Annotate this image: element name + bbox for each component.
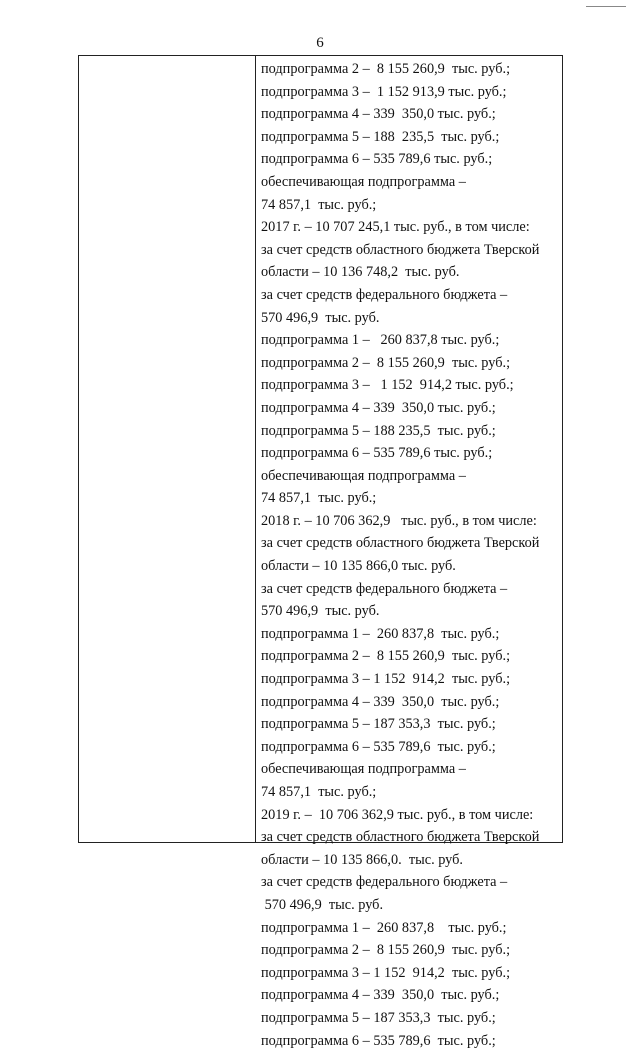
funding-line: подпрограмма 5 – 187 353,3 тыс. руб.; [261,1009,496,1026]
funding-line: подпрограмма 3 – 1 152 914,2 тыс. руб.; [261,377,514,394]
funding-line: подпрограмма 1 – 260 837,8 тыс. руб.; [261,625,500,642]
funding-line: за счет средств федерального бюджета – [261,286,508,303]
funding-line: области – 10 136 748,2 тыс. руб. [261,264,460,281]
corner-scan-mark [586,6,626,8]
funding-line: подпрограмма 3 – 1 152 914,2 тыс. руб.; [261,964,511,981]
funding-line: за счет средств областного бюджета Тверской [261,241,540,258]
funding-line: обеспечивающая подпрограмма – [261,761,466,778]
funding-line: подпрограмма 3 – 1 152 914,2 тыс. руб.; [261,671,511,688]
funding-line: области – 10 135 866,0 тыс. руб. [261,558,456,575]
funding-line: области – 10 135 866,0. тыс. руб. [261,851,463,868]
funding-line: подпрограмма 2 – 8 155 260,9 тыс. руб.; [261,942,511,959]
funding-line: обеспечивающая подпрограмма – [261,173,466,190]
funding-line: 570 496,9 тыс. руб. [261,309,380,326]
funding-table [78,55,563,1049]
funding-line: 74 857,1 тыс. руб.; [261,196,377,213]
funding-line: 2017 г. – 10 707 245,1 тыс. руб., в том числе: [261,219,530,236]
funding-line: подпрограмма 5 – 187 353,3 тыс. руб.; [261,716,496,733]
funding-line: 570 496,9 тыс. руб. [261,896,384,913]
funding-line: 74 857,1 тыс. руб.; [261,490,377,507]
column-divider [255,56,256,842]
funding-line: за счет средств областного бюджета Тверской [261,829,540,846]
funding-line: подпрограмма 6 – 535 789,6 тыс. руб.; [261,151,493,168]
funding-line: подпрограмма 4 – 339 350,0 тыс. руб.; [261,987,500,1004]
funding-line: подпрограмма 6 – 535 789,6 тыс. руб.; [261,445,493,462]
funding-line: подпрограмма 6 – 535 789,6 тыс. руб.; [261,738,496,755]
page-number: 6 [316,35,324,51]
funding-line: подпрограмма 5 – 188 235,5 тыс. руб.; [261,128,500,145]
funding-line: подпрограмма 3 – 1 152 913,9 тыс. руб.; [261,83,507,100]
funding-line: 2019 г. – 10 706 362,9 тыс. руб., в том числе: [261,806,534,823]
funding-line: подпрограмма 2 – 8 155 260,9 тыс. руб.; [261,354,511,371]
funding-line: подпрограмма 2 – 8 155 260,9 тыс. руб.; [261,648,511,665]
funding-line: 2018 г. – 10 706 362,9 тыс. руб., в том числе: [261,512,537,529]
funding-line: за счет средств федерального бюджета – [261,874,508,891]
funding-line: подпрограмма 4 – 339 350,0 тыс. руб.; [261,106,496,123]
funding-line: за счет средств областного бюджета Тверской [261,535,540,552]
funding-line: подпрограмма 2 – 8 155 260,9 тыс. руб.; [261,61,511,77]
funding-line: 570 496,9 тыс. руб. [261,603,380,620]
funding-line: обеспечивающая подпрограмма – [261,467,466,484]
funding-line: подпрограмма 5 – 188 235,5 тыс. руб.; [261,422,496,439]
funding-line: подпрограмма 4 – 339 350,0 тыс. руб.; [261,693,500,710]
table-right-cell [261,58,558,1049]
funding-line: подпрограмма 1 – 260 837,8 тыс. руб.; [261,332,500,349]
funding-line: подпрограмма 6 – 535 789,6 тыс. руб.; [261,1032,496,1049]
funding-line: подпрограмма 4 – 339 350,0 тыс. руб.; [261,399,496,416]
funding-line: за счет средств федерального бюджета – [261,580,508,597]
funding-line: подпрограмма 1 – 260 837,8 тыс. руб.; [261,919,507,936]
funding-line: 74 857,1 тыс. руб.; [261,784,377,800]
